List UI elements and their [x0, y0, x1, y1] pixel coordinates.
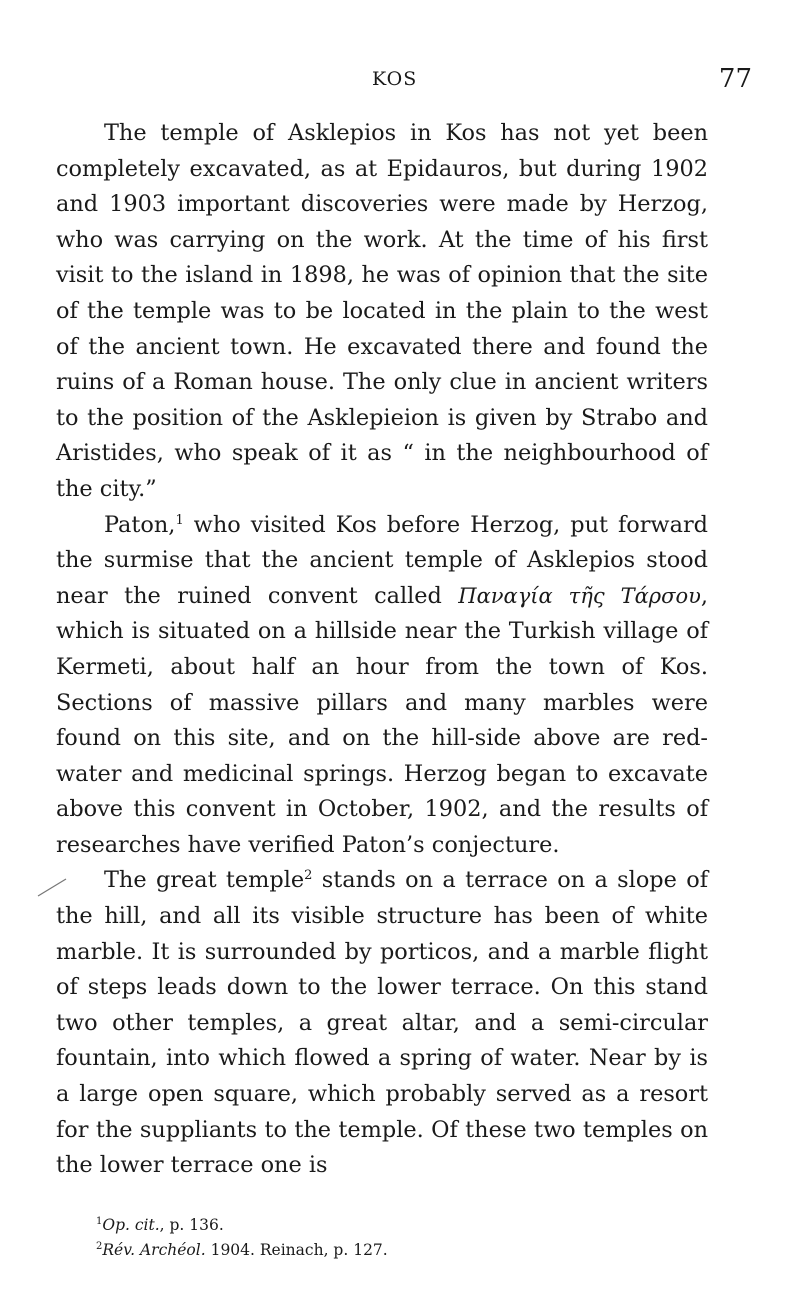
- footnote-1: [96, 1211, 388, 1236]
- paragraph-3-end: stands on a terrace on a slope of the hill, and all its visible structure has been of white marble. It is surrounded by porticos, and a marble flight of steps leads down to the lower terrace. On this stand two other temples, a great altar, and a semi-circular fountain, into which flowed a spring of water. Near by is a large open square, which probably served as a resort for the suppliants to the temple. Of these two temples on the lower terrace one is: [56, 867, 708, 1179]
- footnote-citation: Rév. Archéol.: [102, 1241, 206, 1259]
- footnote-ref-1: 1: [175, 512, 184, 528]
- footnote-number: 1: [96, 1216, 103, 1227]
- footnote-number: 2: [96, 1241, 103, 1252]
- paragraph-2: [56, 508, 708, 864]
- paragraph-2-start: Paton,: [104, 511, 176, 538]
- footnotes: [96, 1211, 388, 1261]
- footnote-2: [96, 1236, 388, 1261]
- footnote-citation: Op. cit.: [102, 1216, 160, 1234]
- paragraph-1: The temple of Asklepios in Kos has not yet been completely excavated, as at Epidauros, but during 1902 and 1903 important discoveries were made by Herzog, who was carrying on the work. At the time of his first visit to the island in 1898, he was of opinion that the site of the temple was to be located in the plain to the west of the ancient town. He excavated there and found the ruins of a Roman house. The only clue in ancient writers to the position of the Asklepieion is given by Strabo and Aristides, who speak of it as “ in the neighbourhood of the city.”: [56, 120, 708, 502]
- page-number: 77: [718, 64, 752, 94]
- paragraph-3-start: The great temple: [104, 867, 305, 894]
- footnote-ref-2: 2: [304, 868, 313, 884]
- footnote-text: , p. 136.: [159, 1216, 224, 1234]
- paragraph-2-end: , which is situated on a hillside near the Turkish village of Kermeti, about half an hour from the town of Kos. Sections of massive pillars and many marbles were found on this site, and on the hill-side above are red-water and medicinal springs. Herzog began to excavate above this convent in October, 1902, and the results of researches have verified Paton’s conjecture.: [56, 582, 709, 858]
- paragraph-3: [56, 863, 708, 1183]
- body-text: [56, 116, 708, 1184]
- footnote-text: 1904. Reinach, p. 127.: [205, 1241, 388, 1259]
- pencil-mark: [36, 876, 70, 898]
- paragraph-2-mid: who visited Kos before Herzog, put forward the surmise that the ancient temple of Asklepios stood near the ruined convent called: [56, 511, 708, 609]
- greek-convent-name: Παναγία τῆς Τάρσου: [458, 583, 701, 608]
- running-title: KOS: [372, 68, 418, 90]
- running-head: [372, 64, 752, 104]
